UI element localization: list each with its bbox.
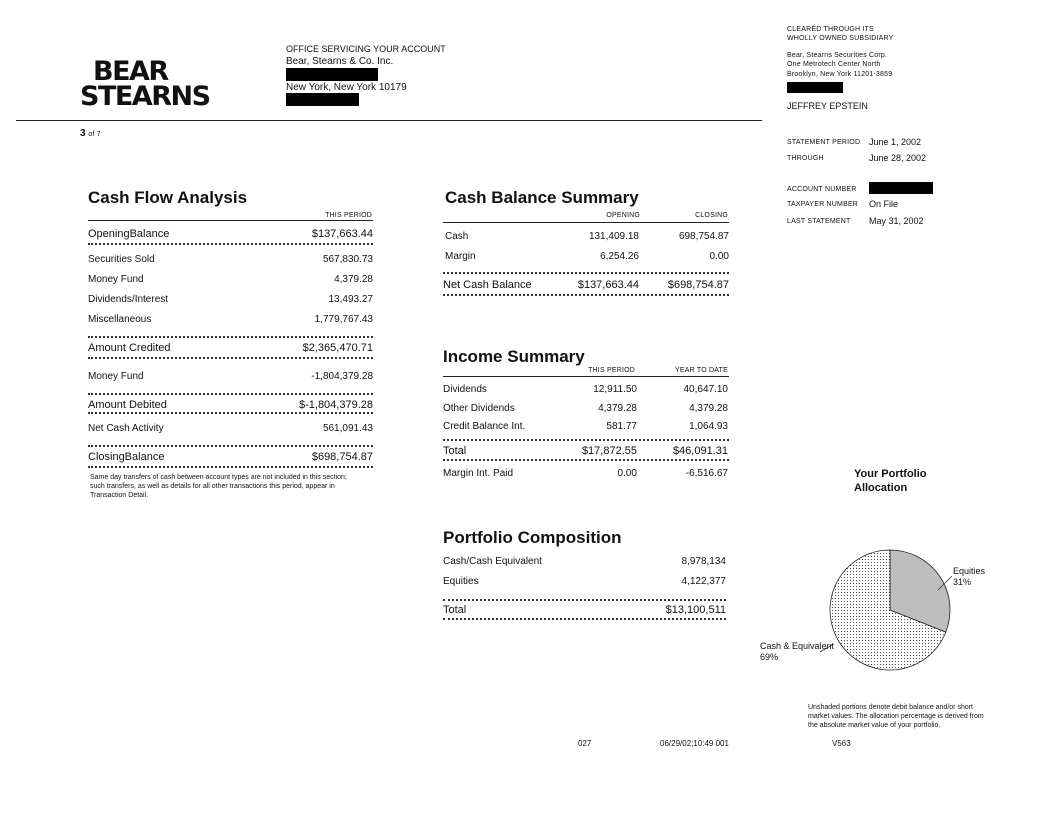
income-header-rule: [443, 376, 729, 377]
table-row: [443, 231, 729, 242]
net-cash-activity-label: Net Cash Activity: [88, 423, 164, 434]
income-label: Credit Balance Int.: [443, 421, 526, 432]
last-statement-label: LAST STATEMENT: [787, 218, 851, 225]
portfolio-table: [443, 552, 726, 624]
net-cash-activity-value: 561,091.43: [322, 423, 373, 434]
amount-credited-label: Amount Credited: [88, 342, 171, 354]
equities-legend: [953, 566, 985, 588]
opening-balance-row: [88, 228, 373, 240]
dotted-divider: [443, 272, 729, 274]
table-row: [443, 251, 729, 262]
cash-legend: [760, 641, 834, 663]
dotted-divider: [443, 618, 726, 620]
margin-int-period: 0.00: [617, 468, 637, 479]
credit-label: Money Fund: [88, 274, 144, 285]
opening-balance-value: $137,663.44: [311, 228, 373, 240]
logo-line-1: BEAR: [93, 56, 168, 87]
office-city: New York, New York 10179: [286, 82, 407, 93]
col-opening-header: OPENING: [606, 212, 640, 219]
credit-label: Dividends/Interest: [88, 294, 169, 305]
credit-value: 1,779,767.43: [314, 314, 373, 325]
through-label: THROUGH: [787, 155, 824, 162]
last-statement-value: May 31, 2002: [869, 216, 924, 226]
credit-value: 4,379.28: [334, 274, 373, 285]
debit-label: Money Fund: [88, 371, 144, 382]
margin-int-ytd: -6,516.67: [685, 468, 728, 479]
credit-label: Miscellaneous: [88, 314, 152, 325]
income-total-period: $17,872.55: [581, 445, 637, 457]
cash-balance-header-rule: [443, 222, 729, 223]
income-total-ytd: $46,091.31: [672, 445, 728, 457]
list-item: [88, 314, 373, 325]
income-period: 12,911.50: [593, 384, 637, 395]
opening-balance-label: OpeningBalance: [88, 228, 170, 240]
dotted-divider: [88, 357, 373, 359]
clearing-address-2: Brooklyn, New York 11201-3859: [787, 71, 893, 78]
income-label: Other Dividends: [443, 403, 515, 414]
table-row: [443, 556, 726, 567]
allocation-title: [854, 467, 927, 495]
dotted-divider: [88, 412, 373, 414]
income-ytd: 1,064.93: [689, 421, 728, 432]
allocation-note: Unshaded portions denote debit balance and/or short market values. The allocation percentage is derived from the absolute market value of your portfolio.: [808, 704, 984, 729]
cash-flow-title: Cash Flow Analysis: [88, 188, 248, 207]
portfolio-value: 4,122,377: [681, 576, 726, 587]
margin-int-label: Margin Int. Paid: [443, 468, 514, 479]
portfolio-total-label: Total: [443, 604, 467, 616]
redaction-bar: [286, 68, 378, 81]
income-total-label: Total: [443, 445, 467, 457]
portfolio-total-value: $13,100,511: [665, 604, 726, 616]
header-rule: [16, 120, 762, 121]
client-name: JEFFREY EPSTEIN: [787, 101, 868, 111]
clearing-line-2: WHOLLY OWNED SUBSIDIARY: [787, 35, 894, 42]
cash-label: Cash & Equivalent: [760, 641, 835, 651]
dotted-divider: [443, 439, 729, 441]
income-period: 4,379.28: [598, 403, 637, 414]
table-row: [443, 421, 729, 432]
clearing-line-1: CLEARED THROUGH ITS: [787, 26, 874, 33]
account-number-label: ACCOUNT NUMBER: [787, 186, 857, 193]
portfolio-title: Portfolio Composition: [443, 528, 622, 547]
redaction-bar: [787, 82, 843, 93]
net-cash-balance-opening: $137,663.44: [577, 279, 639, 291]
clearing-address-1: One Metrotech Center North: [787, 61, 881, 68]
through-value: June 28, 2002: [869, 153, 927, 163]
cash-flow-header-rule: [88, 220, 373, 221]
debit-value: -1,804,379.28: [311, 371, 373, 382]
portfolio-total-row: [443, 604, 726, 616]
amount-credited-row: [88, 342, 373, 354]
page-current: 3: [80, 128, 86, 139]
statement-period-value: June 1, 2002: [869, 137, 922, 147]
cash-pct: 69%: [760, 652, 779, 662]
dotted-divider: [88, 466, 373, 468]
clearing-corp: Bear, Stearns Securities Corp.: [787, 52, 888, 59]
dotted-divider: [88, 336, 373, 338]
table-row: [443, 384, 729, 395]
redaction-bar: [286, 93, 359, 106]
allocation-title-line-1: Your Portfolio: [854, 468, 927, 480]
credit-label: Securities Sold: [88, 254, 155, 265]
redaction-bar: [869, 182, 933, 194]
equities-label: Equities: [953, 566, 986, 576]
table-row: [443, 468, 729, 479]
cash-balance-opening: 131,409.18: [588, 231, 639, 242]
cash-flow-footnote: Same day transfers of cash between account types are not included in this section; such transfers, as well as details for all other transactions this period, appear in Transaction Detail.: [90, 474, 347, 499]
amount-credited-value: $2,365,470.71: [302, 342, 373, 354]
page-number: [80, 128, 101, 139]
col-closing-header: CLOSING: [695, 212, 728, 219]
income-title: Income Summary: [443, 347, 585, 366]
cash-balance-label: Cash: [445, 231, 469, 242]
income-period: 581.77: [606, 421, 637, 432]
net-cash-balance-row: [443, 279, 729, 291]
credit-value: 567,830.73: [322, 254, 373, 265]
list-item: [88, 371, 373, 382]
closing-balance-row: [88, 451, 373, 463]
cash-flow-table: [88, 222, 373, 472]
portfolio-label: Equities: [443, 576, 479, 587]
net-cash-activity-row: [88, 423, 373, 434]
table-row: [443, 576, 726, 587]
dotted-divider: [443, 459, 729, 461]
list-item: [88, 294, 373, 305]
cash-balance-label: Margin: [445, 251, 476, 262]
income-table: [443, 378, 729, 488]
list-item: [88, 274, 373, 285]
table-row: [443, 403, 729, 414]
portfolio-label: Cash/Cash Equivalent: [443, 556, 542, 567]
amount-debited-row: [88, 399, 373, 411]
portfolio-value: 8,978,134: [681, 556, 726, 567]
net-cash-balance-label: Net Cash Balance: [443, 279, 532, 291]
income-ytd: 40,647.10: [683, 384, 728, 395]
logo-line-2: STEARNS: [80, 81, 210, 112]
list-item: [88, 254, 373, 265]
bear-stearns-logo: [80, 56, 210, 112]
footer-timestamp: 06/29/02;10:49 001: [660, 739, 729, 748]
dotted-divider: [88, 243, 373, 245]
dotted-divider: [443, 294, 729, 296]
cash-balance-opening: 6,254.26: [600, 251, 639, 262]
col-this-period-header: THIS PERIOD: [588, 367, 635, 374]
cash-balance-table: [443, 224, 729, 304]
income-total-row: [443, 445, 729, 457]
net-cash-balance-closing: $698,754.87: [667, 279, 729, 291]
amount-debited-value: $-1,804,379.28: [298, 399, 373, 411]
office-name: Bear, Stearns & Co. Inc.: [286, 56, 394, 67]
pie-slices: [830, 550, 950, 670]
credit-value: 13,493.27: [328, 294, 373, 305]
allocation-title-line-2: Allocation: [854, 482, 908, 494]
dotted-divider: [88, 393, 373, 395]
dotted-divider: [88, 445, 373, 447]
taxpayer-label: TAXPAYER NUMBER: [787, 201, 859, 208]
footer-code-1: 027: [578, 739, 592, 748]
income-ytd: 4,379.28: [689, 403, 728, 414]
cash-balance-closing: 0.00: [709, 251, 729, 262]
amount-debited-label: Amount Debited: [88, 399, 167, 411]
statement-period-label: STATEMENT PERIOD: [787, 139, 861, 146]
cash-balance-closing: 698,754.87: [678, 231, 729, 242]
dotted-divider: [443, 599, 726, 601]
cash-balance-title: Cash Balance Summary: [445, 188, 639, 207]
cash-flow-col-header: THIS PERIOD: [325, 212, 372, 219]
closing-balance-value: $698,754.87: [311, 451, 373, 463]
page-of: of 7: [88, 131, 101, 138]
col-ytd-header: YEAR TO DATE: [675, 367, 728, 374]
office-heading: OFFICE SERVICING YOUR ACCOUNT: [286, 44, 446, 54]
footer-code-2: V563: [832, 739, 851, 748]
equities-pct: 31%: [953, 577, 972, 587]
income-label: Dividends: [443, 384, 487, 395]
closing-balance-label: ClosingBalance: [88, 451, 165, 463]
taxpayer-value: On File: [869, 199, 899, 209]
allocation-pie-chart: [750, 540, 1010, 690]
